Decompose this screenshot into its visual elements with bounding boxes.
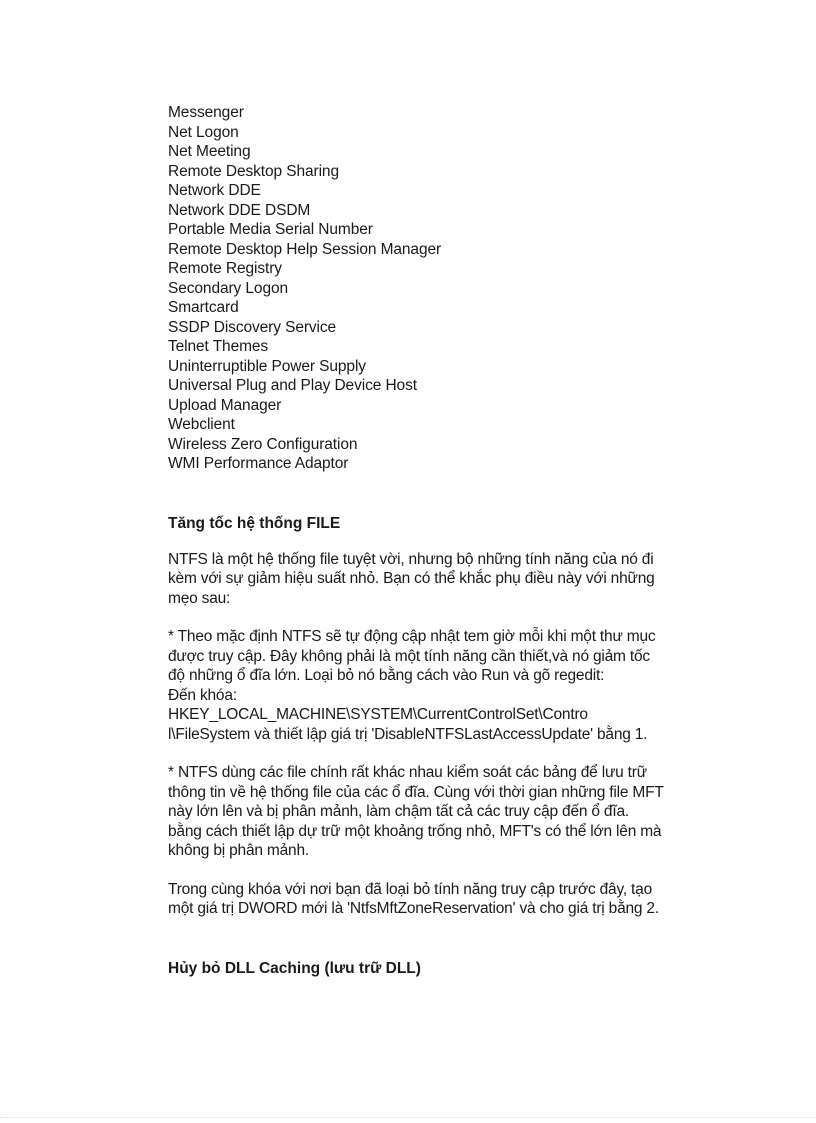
tip-mft-zone-paragraph bbox=[168, 880, 708, 919]
text-line: thông tin về hệ thống file của các ổ đĩa. Cùng với thời gian những file MFT bbox=[168, 783, 664, 801]
page-bottom-rule bbox=[0, 1117, 816, 1118]
document-page bbox=[168, 103, 708, 979]
service-item: Net Logon bbox=[168, 123, 239, 141]
text-line: được truy cập. Đây không phải là một tính năng cần thiết,và nó giảm tốc bbox=[168, 647, 650, 665]
service-list bbox=[168, 103, 708, 474]
service-item: Uninterruptible Power Supply bbox=[168, 357, 366, 375]
service-item: Webclient bbox=[168, 416, 235, 433]
service-item: Universal Plug and Play Device Host bbox=[168, 377, 417, 394]
text-line: mẹo sau: bbox=[168, 589, 231, 607]
service-item: Net Meeting bbox=[168, 143, 251, 160]
service-item: Network DDE bbox=[168, 182, 261, 199]
text-line: một giá trị DWORD mới là 'NtfsMftZoneReservation' và cho giá trị bằng 2. bbox=[168, 900, 659, 917]
service-item: Secondary Logon bbox=[168, 279, 289, 297]
section-heading-file-system: Tăng tốc hệ thống FILE bbox=[168, 514, 341, 532]
service-item: Remote Desktop Sharing bbox=[168, 162, 339, 180]
registry-path-line: HKEY_LOCAL_MACHINE\SYSTEM\CurrentControlSet\Contro bbox=[168, 706, 588, 723]
service-item: Telnet Themes bbox=[168, 338, 269, 355]
text-line: không bị phân mảnh. bbox=[168, 842, 309, 859]
service-item: Portable Media Serial Number bbox=[168, 221, 373, 238]
service-item: Network DDE DSDM bbox=[168, 201, 311, 219]
text-line: kèm với sự giảm hiệu suất nhỏ. Bạn có thể khắc phụ điều này với những bbox=[168, 570, 655, 587]
service-item: Messenger bbox=[168, 104, 244, 121]
service-item: SSDP Discovery Service bbox=[168, 318, 337, 336]
service-item: Remote Desktop Help Session Manager bbox=[168, 240, 442, 258]
tip-last-access-paragraph bbox=[168, 627, 708, 744]
service-item: Smartcard bbox=[168, 299, 239, 316]
text-line: NTFS là một hệ thống file tuyệt vời, nhưng bộ những tính năng của nó đi bbox=[168, 550, 654, 568]
service-item: Remote Registry bbox=[168, 260, 282, 277]
text-line: l\FileSystem và thiết lập giá trị 'DisableNTFSLastAccessUpdate' bằng 1. bbox=[168, 725, 648, 743]
text-line: * NTFS dùng các file chính rất khác nhau kiểm soát các bảng để lưu trữ bbox=[168, 764, 647, 781]
text-line: độ những ổ đĩa lớn. Loại bỏ nó bằng cách vào Run và gõ regedit: bbox=[168, 667, 605, 684]
text-line: này lớn lên và bị phân mảnh, làm chậm tất cả các truy cập đến ổ đĩa. bbox=[168, 803, 629, 820]
tip-mft-paragraph bbox=[168, 763, 708, 861]
text-line: Trong cùng khóa với nơi bạn đã loại bỏ tính năng truy cập trước đây, tạo bbox=[168, 880, 653, 898]
service-item: Upload Manager bbox=[168, 396, 282, 414]
section-heading-dll-caching: Hủy bỏ DLL Caching (lưu trữ DLL) bbox=[168, 959, 421, 977]
intro-paragraph bbox=[168, 550, 708, 609]
service-item: Wireless Zero Configuration bbox=[168, 435, 358, 453]
service-item: WMI Performance Adaptor bbox=[168, 455, 349, 472]
text-line: bằng cách thiết lập dự trữ một khoảng trống nhỏ, MFT's có thể lớn lên mà bbox=[168, 822, 662, 840]
text-line: Đến khóa: bbox=[168, 686, 237, 704]
text-line: * Theo mặc định NTFS sẽ tự động cập nhật tem giờ mỗi khi một thư mục bbox=[168, 628, 656, 645]
